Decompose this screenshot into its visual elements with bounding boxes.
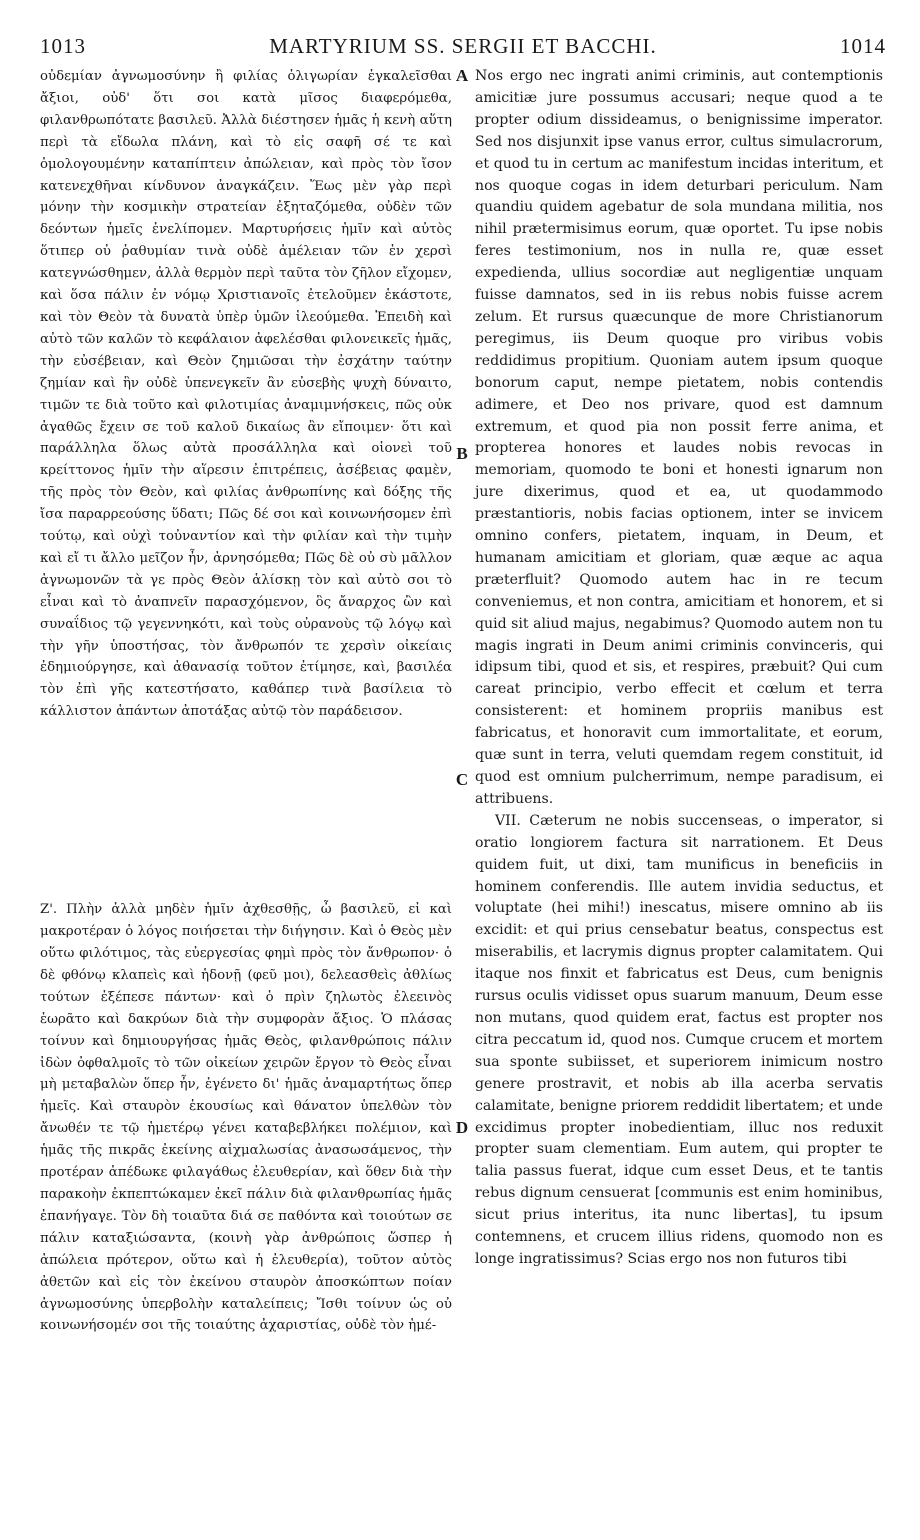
margin-marker-a: A (455, 66, 469, 85)
greek-column (40, 66, 452, 1337)
page-number-left: 1013 (40, 34, 86, 58)
latin-paragraph-1: Nos ergo nec ingrati animi criminis, aut contemptionis amicitiæ jure possumus accusari; neque quod a te propter odium dissideamus, o benignissime imperator. Sed nos disjunxit ipse vanus error, cultus simulacrorum, et quod tu in certum ac manifestum incidas interitum, et nos quoque cogas in idem deturbari periculum. Nam quandiu quidem agebatur de sola mundana militia, nos nihil prætermisimus eorum, quæ oportet. Tu ipse nobis feres testimonium, nos in nulla re, quæ esset expedienda, ullius socordiæ aut negligentiæ unquam fuisse damnatos, sed in iis rebus nobis fuisse acrem zelum. Et rursus quæcunque de more Christianorum peregimus, iis Deum quoque pro viribus vobis reddidimus propitium. Quoniam autem ipsum quoque bonorum caput, nempe pietatem, nobis contendis adimere, et Deo nos privare, quod est damnum extremum, et quod pia non possit ferre anima, et propterea honores et laudes nobis revocas in memoriam, quomodo te boni et honesti ignarum non jure dixerimus, quod et ea, ut quodammodo præstantioris, nobis facias optionem, inter se invicem omnino confers, pietatem, inquam, in Deum, et humanam amicitiam et gloriam, quæ æque ac aqua præterfluit? Quomodo autem hac in re tecum conveniemus, et non contra, amicitiam et honorem, et si quid sit aliud majus, negabimus? Quomodo autem non tu magis ingrati in Deum animi criminis convinceris, qui idipsum tibi, quod et sis, et respires, præbuit? Qui cum careat principio, verbo effecit et cœlum et terra consisterent: et hominem propriis manibus est fabricatus, et honoravit cum immortalitate, et eorum, quæ sunt in terra, veluti quemdam regem constituit, id quod est omnium pulcherrimum, nempe paradisum, ei attribuens. (475, 68, 883, 807)
latin-column (475, 66, 883, 1271)
margin-marker-b: B (456, 444, 468, 463)
latin-paragraph-2: VII. Cæterum ne nobis succenseas, o imperator, si oratio longiorem factura sit narrationem. Et Deus quidem fuit, ut dixi, tam munificus in beneficiis in hominem conferendis. Ille autem invidia seductus, et voluptate (hei mihi!) inescatus, misere omnino ab iis excidit: et qui prius censebatur beatus, conspectus est miserabilis, et lacrymis dignus propter calamitatem. Qui itaque nos finxit et fabricatus est Deus, cum benignis rursus oculis vidisset opus suarum manuum, Deum esse non mutans, quod quidem erat, factus est propter nos citra peccatum id, quod nos. Cumque crucem et mortem sua sponte subiisset, et superiorem inimicum nostro genere prostravit, et nobis ab illa acerba servatis calamitate, benigne priorem reddidit libertatem; et unde excidimus propter inobedientiam, illuc nos reduxit propter suam clementiam. Eum autem, qui propter te talia passus fuerat, idque cum esset Deus, et te tantis rebus dignum censuerat [communis est enim hominibus, sicut prius interitus, ita nunc libertas], tu ipsum contemnens, et crucem illius ridens, quomodo non es longe ingratissimus? Scias ergo nos non futuros tibi (475, 812, 883, 1267)
page-number-right: 1014 (840, 34, 886, 58)
greek-paragraph-1: οὐδεμίαν ἀγνωμοσύνην ἢ φιλίας ὀλιγωρίαν ἐγκαλεῖσθαι ἄξιοι, οὐδ' ὅτι σοι κατὰ μῖσος διαφερόμεθα, φιλανθρωπότατε βασιλεῦ. Ἀλλὰ διέστησεν ἡμᾶς ἡ κενὴ αὕτη περὶ τὰ εἴδωλα πλάνη, καὶ τὸ εἰς σαφῆ σέ τε καὶ ὁμολογουμένην καταπίπτειν ἀπώλειαν, καὶ πρὸς τὸν ἴσον κατενεχθῆναι κίνδυνον ἀναγκάζειν. Ἕως μὲν γὰρ περὶ μόνην τὴν κοσμικὴν στρατείαν ἐξηταζόμεθα, οὐδὲν τῶν δεόντων ἡμεῖς ἐνελίπομεν. Μαρτυρήσεις ἡμῖν καὶ αὐτὸς ὅτιπερ οὐ ῥαθυμίαν τινὰ οὐδὲ ἀμέλειαν τῶν ἐν χερσὶ κατεγνώσθημεν, ἀλλὰ θερμὸν περὶ ταῦτα τὸν ζῆλον εἴχομεν, καὶ ὅσα πάλιν ἐν νόμῳ Χριστιανοῖς ἐτελοῦμεν ἑκάστοτε, καὶ τὸν Θεὸν τὰ δυνατὰ ὑπὲρ ὑμῶν ἱλεούμεθα. Ἐπειδὴ καὶ αὐτὸ τῶν καλῶν τὸ κεφάλαιον ἀφελέσθαι φιλονεικεῖς ἡμᾶς, τὴν εὐσέβειαν, καὶ Θεὸν ζημιῶσαι τὴν ἐσχάτην ταύτην ζημίαν καὶ ἣν οὐδὲ ὑπενεγκεῖν ἂν εὐσεβὴς ψυχὴ δύναιτο, τιμῶν τε διὰ τοῦτο καὶ φιλοτιμίας ἀναμιμνήσκεις, πῶς οὐκ ἀγαθῶς ἔχειν σε τοῦ καλοῦ δικαίως ἂν εἴποιμεν· ὅτι καὶ παράλληλα ὅλως αὐτὰ προσάλληλα καὶ οἱονεὶ τοῦ κρείττονος ἡμῖν τὴν αἵρεσιν ἐπιτρέπεις, ἀσέβειας φαμὲν, τῆς πρὸς τὸν Θεὸν, καὶ φιλίας ἀνθρωπίνης καὶ δόξης τῆς ἴσα παραρρεούσης ὕδατι; Πῶς δέ σοι καὶ κοινωνήσομεν ἐπὶ τούτῳ, καὶ οὐχὶ τοὐναντίον καὶ τὴν φιλίαν καὶ τὴν τιμὴν καὶ εἴ τι ἄλλο μεῖζον ἦν, ἀρνησόμεθα; Πῶς δὲ οὐ σὺ μᾶλλον ἀγνωμονῶν τὰ γε πρὸς Θεὸν ἁλίσκῃ τὸν καὶ αὐτὸ σοι τὸ εἶναι καὶ τὸ ἀναπνεῖν παρασχόμενον, ὃς ἄναρχος ὢν καὶ συναΐδιος τῷ γεγεννηκότι, καὶ τοὺς οὐρανοὺς τῷ λόγῳ καὶ τὴν γῆν ὑποστήσας, τὸν ἄνθρωπόν τε χερσὶν οἰκείαις ἐδημιούργησε, καὶ ἀθανασίᾳ τοῦτον ἐτίμησε, καὶ, βασιλέα τὸν ἐπὶ γῆς κατεστήσατο, καθάπερ τινὰ βασίλεια τὸ κάλλιστον ἁπάντων ἀποτάξας αὐτῷ τὸν παράδεισον. (40, 69, 452, 720)
greek-paragraph-2: Ζ'. Πλὴν ἀλλὰ μηδὲν ἡμῖν ἀχθεσθῇς, ὦ βασιλεῦ, εἰ καὶ μακροτέραν ὁ λόγος ποιήσεται τὴν διήγησιν. Καὶ ὁ Θεὸς μὲν οὕτω φιλότιμος, τὰς εὐεργεσίας φημὶ πρὸς τὸν ἄνθρωπον· ὁ δὲ φθόνῳ κλαπεὶς καὶ ἡδονῇ (φεῦ μοι), δελεασθεὶς ἀθλίως τούτων ἐξέπεσε πάντων· καὶ ὁ πρὶν ζηλωτὸς ἐλεεινὸς ἑωρᾶτο καὶ δακρύων διὰ τὴν συμφορὰν ἄξιος. Ὁ πλάσας τοίνυν καὶ δημιουργήσας ἡμᾶς Θεὸς, φιλανθρώποις πάλιν ἰδὼν ὀφθαλμοῖς τὸ τῶν οἰκείων χειρῶν ἔργον τὸ Θεὸς εἶναι μὴ μεταβαλὼν ὅπερ ἦν, ἐγένετο δι' ἡμᾶς ἀναμαρτήτως ὅπερ ἡμεῖς. Καὶ σταυρὸν ἑκουσίως καὶ θάνατον ὑπελθὼν τὸν ἄνωθέν τε τῷ ἡμετέρῳ γένει καταβεβλήκει πολέμιον, καὶ ἡμᾶς τῆς πικρᾶς ἐκείνης αἰχμαλωσίας ἀνασωσάμενος, τὴν προτέραν ἀπέδωκε φιλαγάθως ἐλευθερίαν, καὶ ὅθεν διὰ τὴν παρακοὴν ἐκπεπτώκαμεν ἐκεῖ πάλιν διὰ φιλανθρωπίας ἡμᾶς ἐπανήγαγε. Τὸν δὴ τοιαῦτα διά σε παθόντα καὶ τοιούτων σε πάλιν καταξιώσαντα, (κοινὴ γὰρ ἀνθρώποις ὥσπερ ἡ ἀπώλεια πρότερον, οὕτω καὶ ἡ ἐλευθερία), τοῦτον αὐτὸς ἀθετῶν καὶ εἰς τὸν ἐκείνου σταυρὸν ἀποσκώπτων ποίαν ἀγνωμοσύνης ὑπερβολὴν καταλείπεις; Ἴσθι τοίνυν ὡς οὐ κοινωνήσομέν σοι τῆς τοιαύτης ἀχαριστίας, οὐδὲ τὸν ἡμέ- (40, 902, 452, 1334)
running-header (40, 34, 886, 60)
margin-marker-c: C (455, 770, 469, 789)
margin-marker-d: D (455, 1118, 469, 1137)
running-title: MARTYRIUM SS. SERGII ET BACCHI. (269, 34, 657, 58)
column-gap (40, 723, 452, 899)
